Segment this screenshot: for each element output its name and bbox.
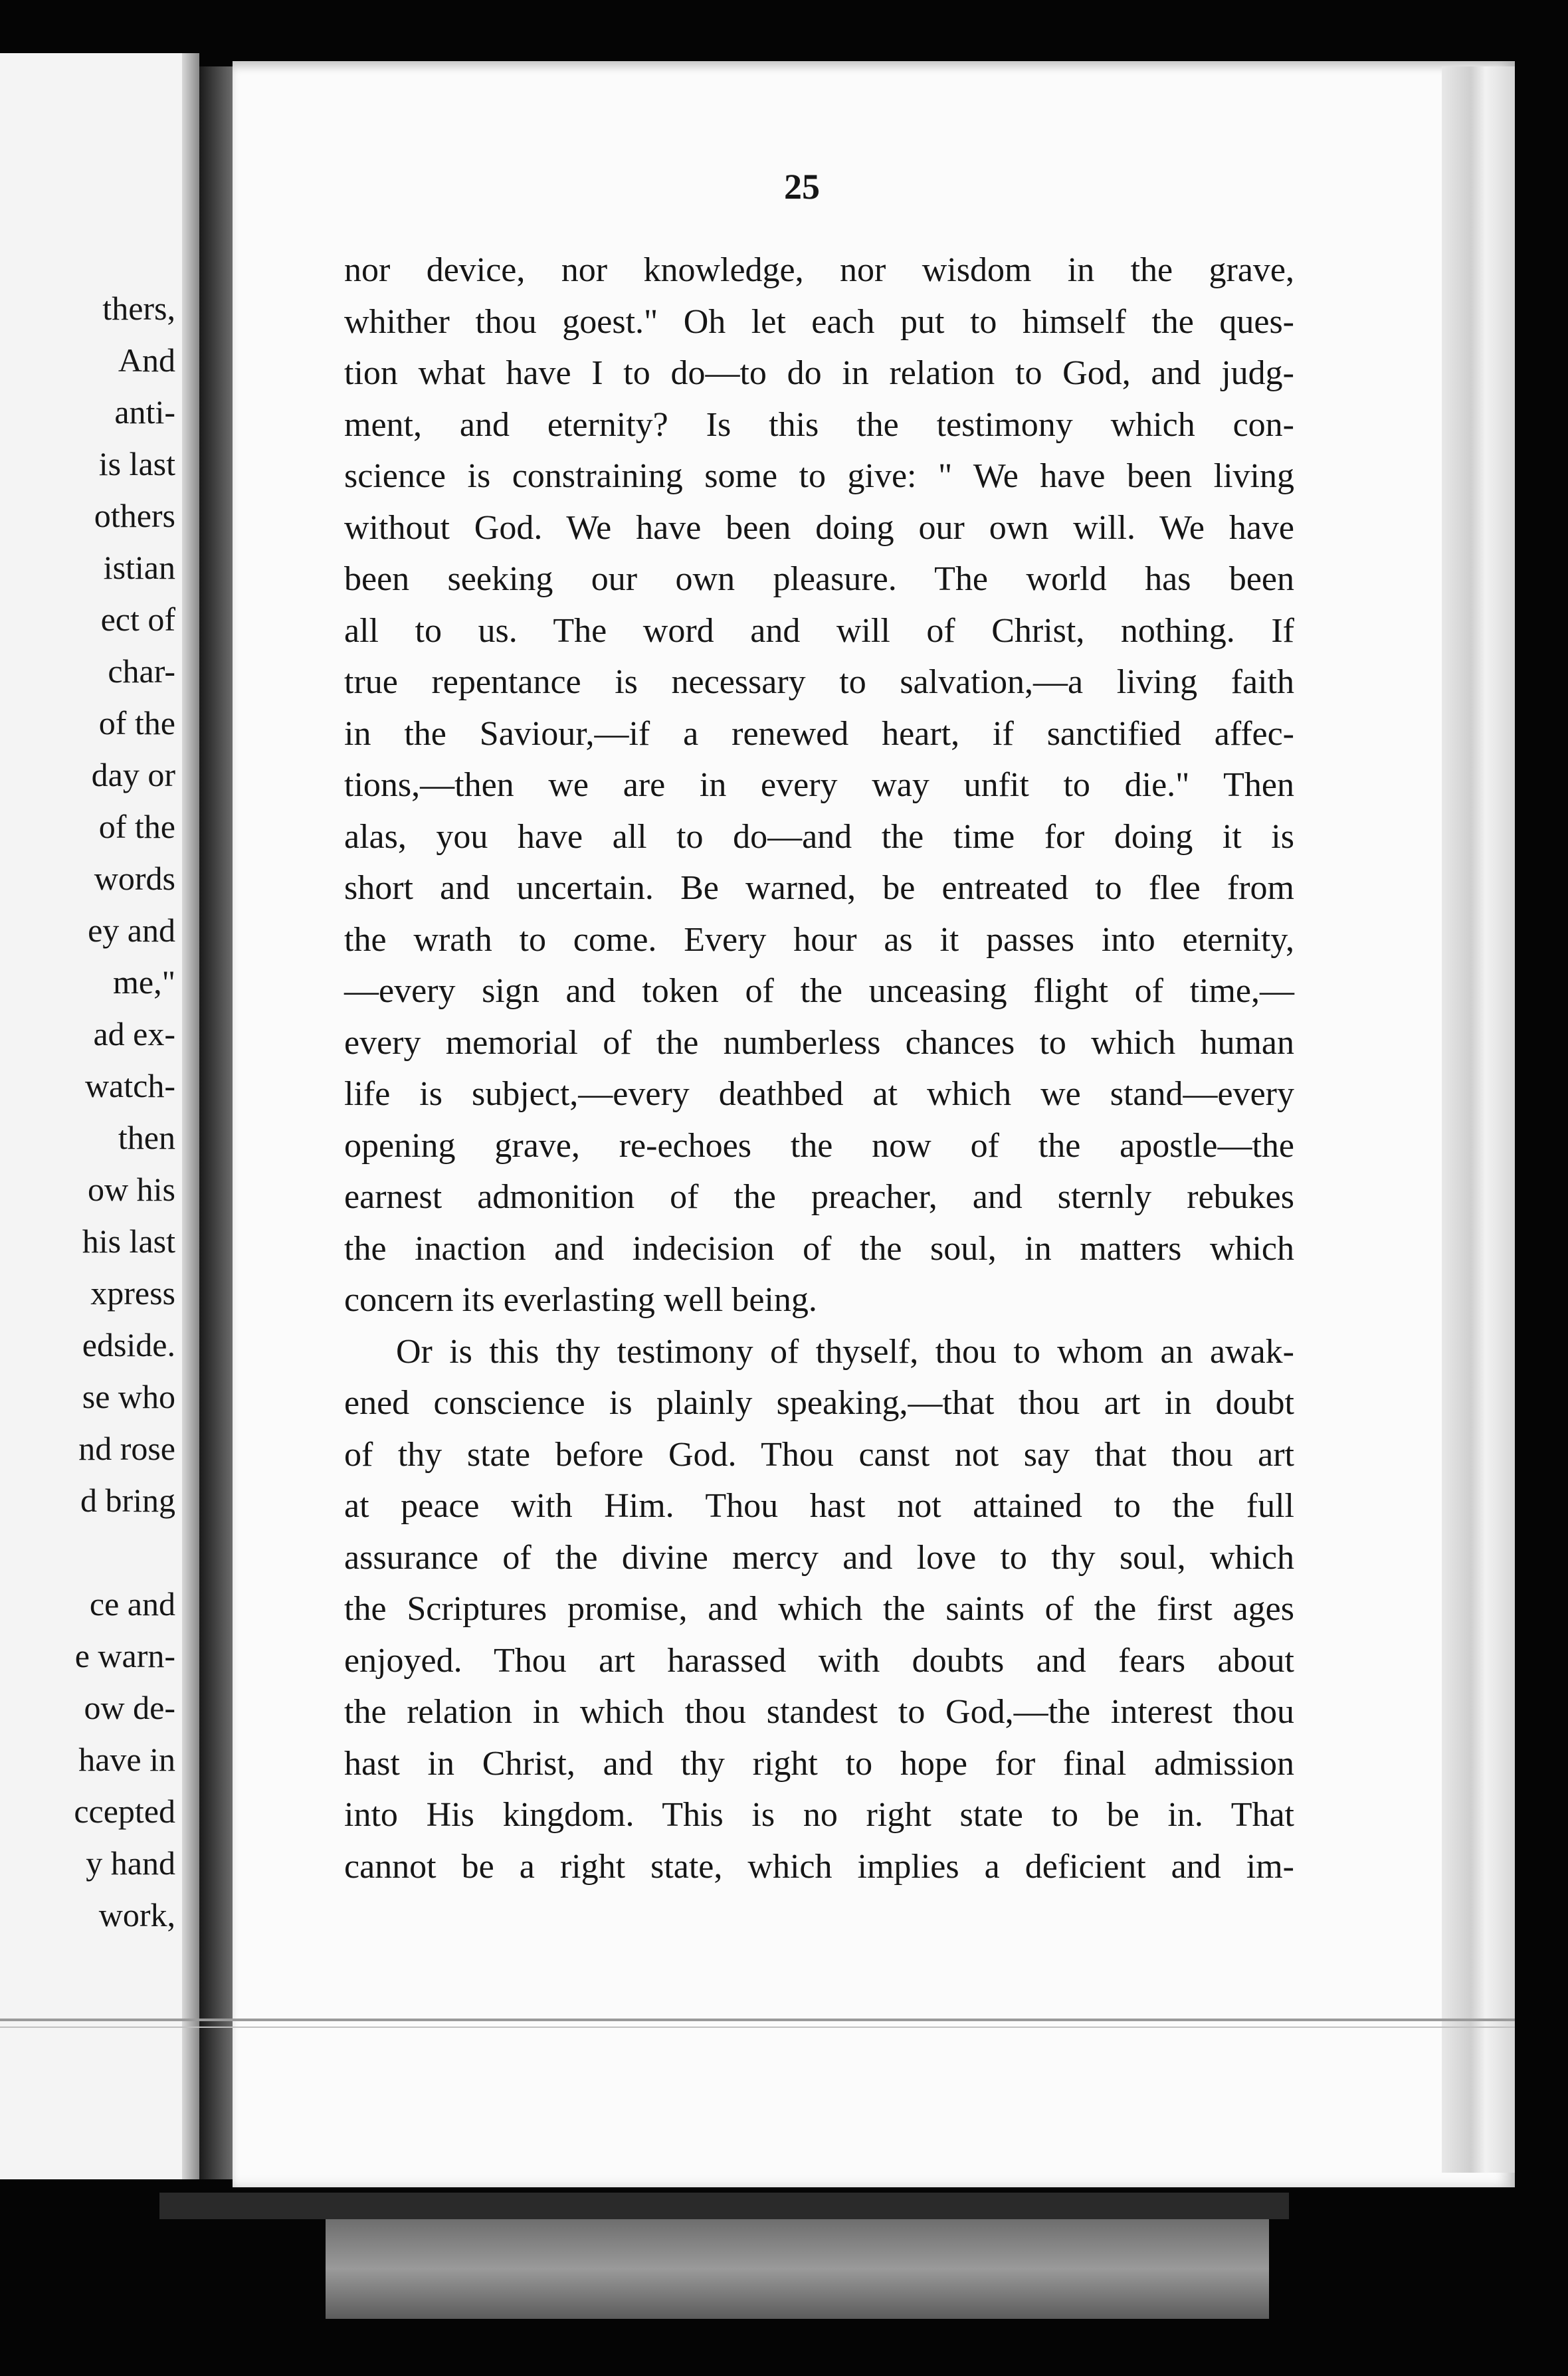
left-page-line: words xyxy=(94,860,175,897)
left-page-line: e warn- xyxy=(74,1637,175,1674)
left-page-line: d bring xyxy=(80,1482,175,1519)
text-line: into His kingdom. This is no right state to be in. That xyxy=(344,1796,1294,1834)
text-line: cannot be a right state, which implies a deficient and im- xyxy=(344,1847,1294,1886)
left-page-line: then xyxy=(118,1119,175,1156)
left-page xyxy=(0,53,199,2179)
left-page-line: thers, xyxy=(102,290,175,327)
text-line: whither thou goest." Oh let each put to himself the ques- xyxy=(344,302,1294,341)
text-line: alas, you have all to do—and the time for doing it is xyxy=(344,817,1294,856)
text-line: of thy state before God. Thou canst not say that thou art xyxy=(344,1435,1294,1474)
text-line: every memorial of the numberless chances to which human xyxy=(344,1023,1294,1062)
left-page-line: se who xyxy=(82,1378,175,1415)
left-page-line: me," xyxy=(113,963,175,1001)
left-page-line: work, xyxy=(98,1896,175,1933)
left-page-line: y hand xyxy=(86,1844,175,1882)
left-page-line: ad ex- xyxy=(93,1015,175,1052)
page-bottom-line-secondary xyxy=(0,2027,1515,2028)
left-page-line: nd rose xyxy=(78,1430,175,1467)
text-line: —every sign and token of the unceasing flight of time,— xyxy=(344,972,1294,1010)
page-bottom-line xyxy=(0,2019,1515,2021)
page-number: 25 xyxy=(784,167,820,207)
text-line: the inaction and indecision of the soul, in matters which xyxy=(344,1229,1294,1268)
text-line: without God. We have been doing our own will. We have xyxy=(344,508,1294,547)
text-line: short and uncertain. Be warned, be entreated to flee from xyxy=(344,869,1294,907)
left-page-line: ow de- xyxy=(84,1689,175,1726)
left-page-line: ey and xyxy=(88,912,175,949)
left-page-line: xpress xyxy=(90,1274,175,1312)
page-bottom-shadow xyxy=(159,2193,1289,2219)
left-page-line: of the xyxy=(98,808,175,845)
left-page-line: anti- xyxy=(114,393,175,431)
left-page-line: ce and xyxy=(89,1585,175,1623)
left-page-line: have in xyxy=(78,1741,175,1778)
text-line: opening grave, re-echoes the now of the apostle—the xyxy=(344,1126,1294,1165)
left-page-line: his last xyxy=(82,1223,175,1260)
text-line: in the Saviour,—if a renewed heart, if sanctified affec- xyxy=(344,714,1294,753)
text-line: hast in Christ, and thy right to hope for final admission xyxy=(344,1744,1294,1783)
text-line: tion what have I to do—to do in relation to God, and judg- xyxy=(344,354,1294,392)
paragraph-start-line: Or is this thy testimony of thyself, thou to whom an awak- xyxy=(396,1332,1294,1371)
text-line: the wrath to come. Every hour as it passes into eternity, xyxy=(344,920,1294,959)
text-line: at peace with Him. Thou hast not attained to the full xyxy=(344,1487,1294,1525)
left-page-line: watch- xyxy=(84,1067,175,1104)
text-line: nor device, nor knowledge, nor wisdom in the grave, xyxy=(344,251,1294,289)
left-page-line: others xyxy=(94,497,175,534)
left-page-line: ccepted xyxy=(74,1793,175,1830)
text-line: been seeking our own pleasure. The world has been xyxy=(344,560,1294,598)
page-bottom-strip xyxy=(326,2219,1269,2319)
text-line: assurance of the divine mercy and love to thy soul, which xyxy=(344,1538,1294,1577)
left-page-line: char- xyxy=(108,652,175,690)
page-edge xyxy=(1442,66,1515,2173)
left-page-fold xyxy=(182,53,199,2179)
left-page-line: ect of xyxy=(100,601,175,638)
left-page-text xyxy=(74,282,175,1941)
left-page-line: And xyxy=(118,342,175,379)
text-line: life is subject,—every deathbed at which we stand—every xyxy=(344,1075,1294,1113)
text-line: concern its everlasting well being. xyxy=(344,1281,817,1319)
left-page-line: edside. xyxy=(82,1326,175,1363)
text-line: the Scriptures promise, and which the saints of the first ages xyxy=(344,1590,1294,1628)
left-page-line: of the xyxy=(98,704,175,742)
text-line: enjoyed. Thou art harassed with doubts and fears about xyxy=(344,1641,1294,1680)
text-line: earnest admonition of the preacher, and sternly rebukes xyxy=(344,1178,1294,1216)
text-line: all to us. The word and will of Christ, nothing. If xyxy=(344,611,1294,650)
text-line: ment, and eternity? Is this the testimony which con- xyxy=(344,405,1294,444)
left-page-line xyxy=(74,1526,175,1578)
text-line: ened conscience is plainly speaking,—that thou art in doubt xyxy=(344,1384,1294,1422)
text-line: science is constraining some to give: " We have been living xyxy=(344,457,1294,495)
left-page-line: day or xyxy=(91,756,175,793)
text-line: tions,—then we are in every way unfit to die." Then xyxy=(344,766,1294,804)
left-page-line: istian xyxy=(103,549,175,586)
left-page-line: is last xyxy=(98,445,175,482)
left-page-line: ow his xyxy=(88,1171,175,1208)
text-line: the relation in which thou standest to God,—the interest thou xyxy=(344,1693,1294,1731)
page-body-text xyxy=(344,245,1294,1892)
text-line: true repentance is necessary to salvation,—a living faith xyxy=(344,663,1294,701)
